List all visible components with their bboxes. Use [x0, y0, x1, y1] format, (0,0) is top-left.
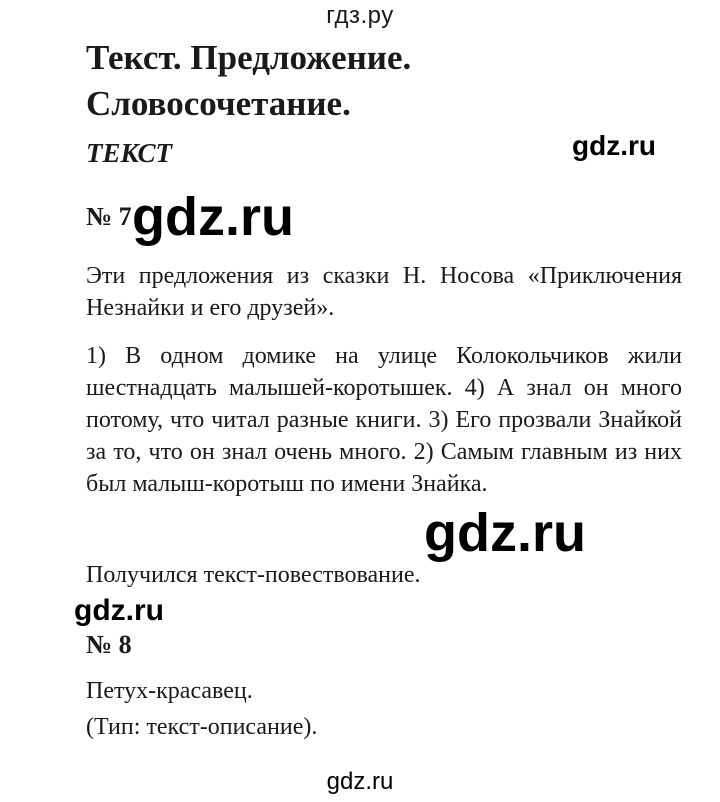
watermark: gdz.ru — [74, 594, 164, 627]
exercise-7-result: Получился текст-повествование. — [86, 562, 421, 588]
watermark: gdz.ru — [572, 130, 656, 161]
watermark: gdz.ru — [424, 503, 586, 563]
exercise-8-number: № 8 — [86, 630, 132, 659]
section-label: ТЕКСТ — [86, 138, 173, 168]
exercise-8-line-1: Петух-красавец. — [86, 678, 253, 704]
exercise-8-line-2: (Тип: текст-описание). — [86, 714, 318, 740]
page-title-line-1: Текст. Предложение. — [86, 38, 412, 77]
page-title-line-2: Словосочетание. — [86, 84, 351, 123]
exercise-7-intro: Эти предложения из сказки Н. Носова «Приключения Незнайки и его друзей». — [86, 263, 682, 321]
site-header: гдз.ру — [326, 2, 394, 29]
watermark: gdz.ru — [326, 768, 394, 795]
exercise-7-body: 1) В одном домике на улице Колокольчиков жили шестнадцать малышей-коротышек. 4) А знал он много потому, что читал разные книги. 3) Его прозвали Знайкой за то, что он знал очень много. 2) Самым главным из них был малыш-коротыш по имени Знайка. — [86, 343, 682, 497]
exercise-7-number: № 7 — [86, 202, 132, 231]
watermark: gdz.ru — [132, 187, 294, 247]
